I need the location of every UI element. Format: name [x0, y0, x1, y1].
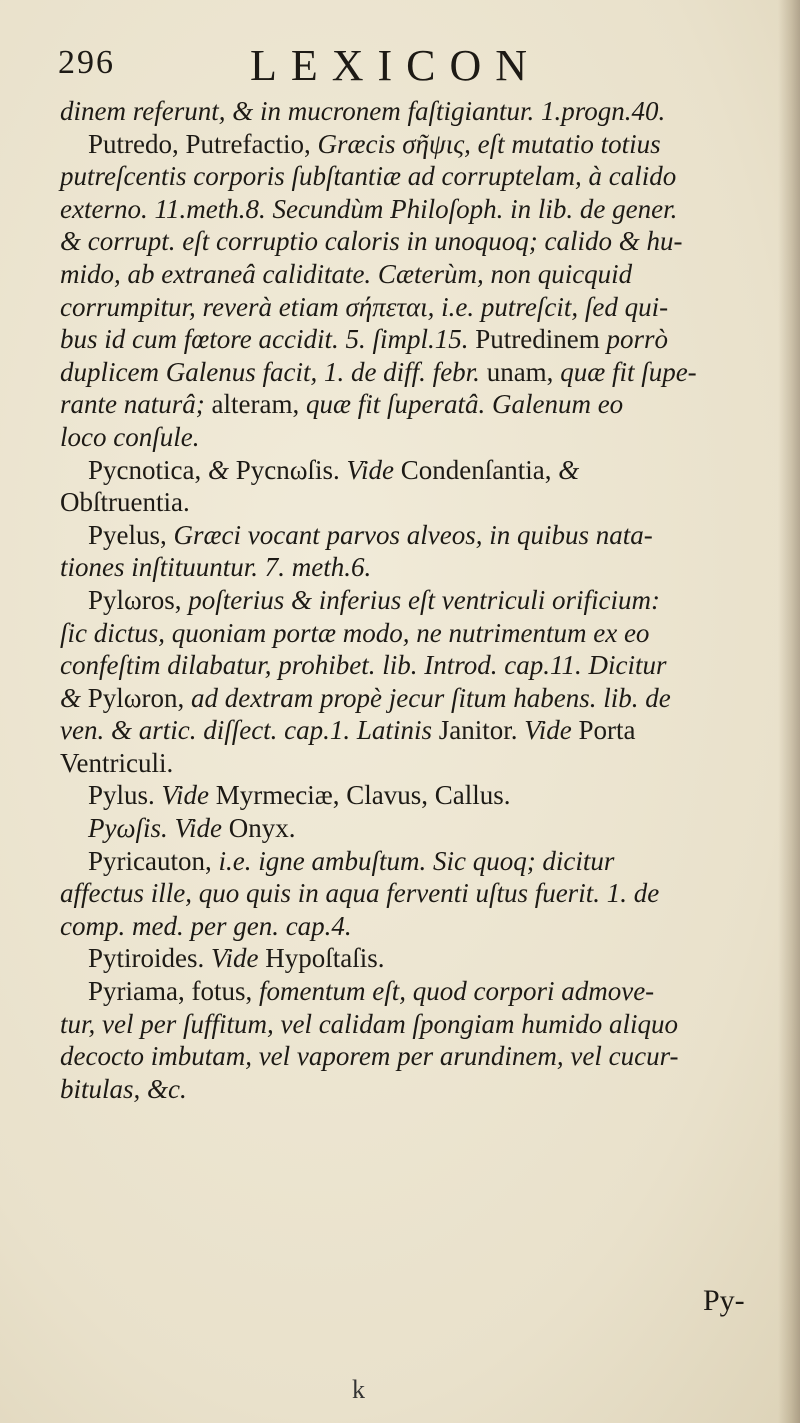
headword: Putredo, Putrefactio, [88, 128, 318, 159]
headword: Pylωron, [87, 682, 192, 713]
text-span: & [558, 454, 580, 485]
text-span: corrumpitur, reverà etiam σήπεται, i.e. putreſcit, ſed qui- [60, 291, 669, 322]
text-line [60, 617, 780, 650]
text-line [60, 877, 780, 910]
text-line [60, 1073, 780, 1106]
text-line [60, 291, 780, 324]
text-span: quæ fit ſupe- [560, 356, 697, 387]
cross-reference: Onyx. [228, 813, 296, 844]
headword: Pylωros, [88, 584, 189, 615]
text-span: bitulas, &c. [60, 1073, 187, 1104]
text-span: & [60, 682, 88, 713]
cross-reference: Hypoſtaſis. [265, 943, 385, 974]
definition-text: Græcis σῆψις, eſt mutatio totius [317, 128, 661, 159]
headword: Pytiroides. [88, 943, 212, 974]
page-header [58, 40, 698, 88]
text-line [60, 258, 780, 291]
cross-reference: Porta [578, 715, 636, 746]
text-span: dinem referunt, & in mucronem faſtigiantur. 1.progn.40. [60, 96, 666, 126]
text-span: ſic dictus, quoniam portæ modo, ne nutrimentum ex eo [60, 617, 650, 648]
entry-pyelus [60, 519, 780, 552]
text-span: duplicem Galenus facit, 1. de diff. febr. [60, 356, 487, 387]
text-span: rante naturâ; [60, 389, 212, 420]
text-span: tur, vel per ſuffitum, vel calidam ſpongiam humido aliquo [60, 1008, 678, 1039]
text-line [60, 910, 780, 943]
text-span: comp. med. per gen. cap.4. [60, 910, 352, 941]
vide-label: Vide [346, 454, 401, 485]
headword: Pycnotica, [88, 454, 208, 485]
definition-text: Græci vocant parvos alveos, in quibus nata- [173, 519, 653, 550]
text-line [60, 714, 780, 747]
text-line [60, 682, 780, 715]
text-span: quæ fit ſuperatâ. Galenum eo [305, 389, 624, 420]
headword: Pyωſis. [88, 813, 175, 844]
text-line [60, 95, 780, 128]
entry-pyosis [60, 812, 780, 845]
headword: Pyriama, fotus, [88, 976, 259, 1007]
vide-label: Vide [161, 780, 216, 811]
text-line [60, 649, 780, 682]
page-edge-shadow [778, 0, 800, 1423]
text-span: mido, ab extraneâ caliditate. Cæterùm, non quicquid [60, 258, 633, 289]
text-span: affectus ille, quo quis in aqua ferventi uſtus fuerit. 1. de [60, 878, 660, 909]
text-span: putreſcentis corporis ſubſtantiæ ad corruptelam, à calido [60, 161, 677, 192]
headword: Pyricauton, [88, 845, 219, 876]
text-span: loco conſule. [60, 421, 200, 452]
body-text [60, 95, 780, 1105]
entry-pyloros [60, 584, 780, 617]
text-line [60, 421, 780, 454]
text-span: Putredinem [475, 324, 607, 355]
entry-pylus [60, 779, 780, 812]
cross-reference: Condenſantia, [400, 454, 559, 485]
headword: Pyelus, [88, 519, 174, 550]
definition-text: i.e. igne ambuſtum. Sic quoq; dicitur [218, 845, 615, 876]
text-line [60, 160, 780, 193]
entry-pytiroides [60, 942, 780, 975]
vide-label: Vide [174, 813, 229, 844]
text-span: & corrupt. eſt corruptio caloris in unoquoq; calido & hu- [60, 226, 683, 257]
cross-reference: Ventriculi. [60, 747, 174, 778]
vide-label: Vide [524, 715, 579, 746]
catchword: Py- [703, 1284, 745, 1317]
text-line [60, 747, 780, 780]
text-span: porrò [606, 324, 668, 355]
definition-text: poſterius & inferius eſt ventriculi orificium: [188, 584, 660, 615]
text-span: ad dextram propè jecur ſitum habens. lib. de [191, 682, 671, 713]
text-line [60, 225, 780, 258]
text-line [60, 193, 780, 226]
text-span: tiones inſtituuntur. 7. meth.6. [60, 552, 372, 583]
entry-pycnotica [60, 454, 780, 487]
text-span: decocto imbutam, vel vaporem per arundinem, vel cucur- [60, 1041, 679, 1072]
cross-reference: Janitor. [438, 715, 525, 746]
text-line [60, 323, 780, 356]
page-number: 296 [58, 44, 115, 81]
text-line [60, 388, 780, 421]
text-span: & [207, 454, 236, 485]
headword: Pylus. [88, 780, 162, 811]
cross-reference: Myrmeciæ, Clavus, Callus. [215, 780, 511, 811]
text-span: alteram, [211, 389, 306, 420]
cross-reference: Obſtruentia. [60, 487, 190, 518]
text-span: externo. 11.meth.8. Secundùm Philoſoph. in lib. de gener. [60, 193, 678, 224]
text-span: confeſtim dilabatur, prohibet. lib. Introd. cap.11. Dicitur [60, 650, 667, 681]
text-line [60, 1040, 780, 1073]
running-title: LEXICON [250, 41, 542, 90]
bottom-mark: k [352, 1375, 365, 1404]
text-span: bus id cum fœtore accidit. 5. ſimpl.15. [60, 324, 476, 355]
entry-pyricauton [60, 845, 780, 878]
text-span: ven. & artic. diſſect. cap.1. Latinis [60, 715, 439, 746]
text-span: unam, [486, 356, 561, 387]
entry-putredo [60, 128, 780, 161]
text-line [60, 1008, 780, 1041]
text-line [60, 356, 780, 389]
definition-text: fomentum eſt, quod corpori admove- [258, 976, 655, 1007]
text-line [60, 486, 780, 519]
entry-pyriama [60, 975, 780, 1008]
headword: Pycnωſis. [235, 454, 347, 485]
vide-label: Vide [211, 943, 266, 974]
text-line [60, 551, 780, 584]
